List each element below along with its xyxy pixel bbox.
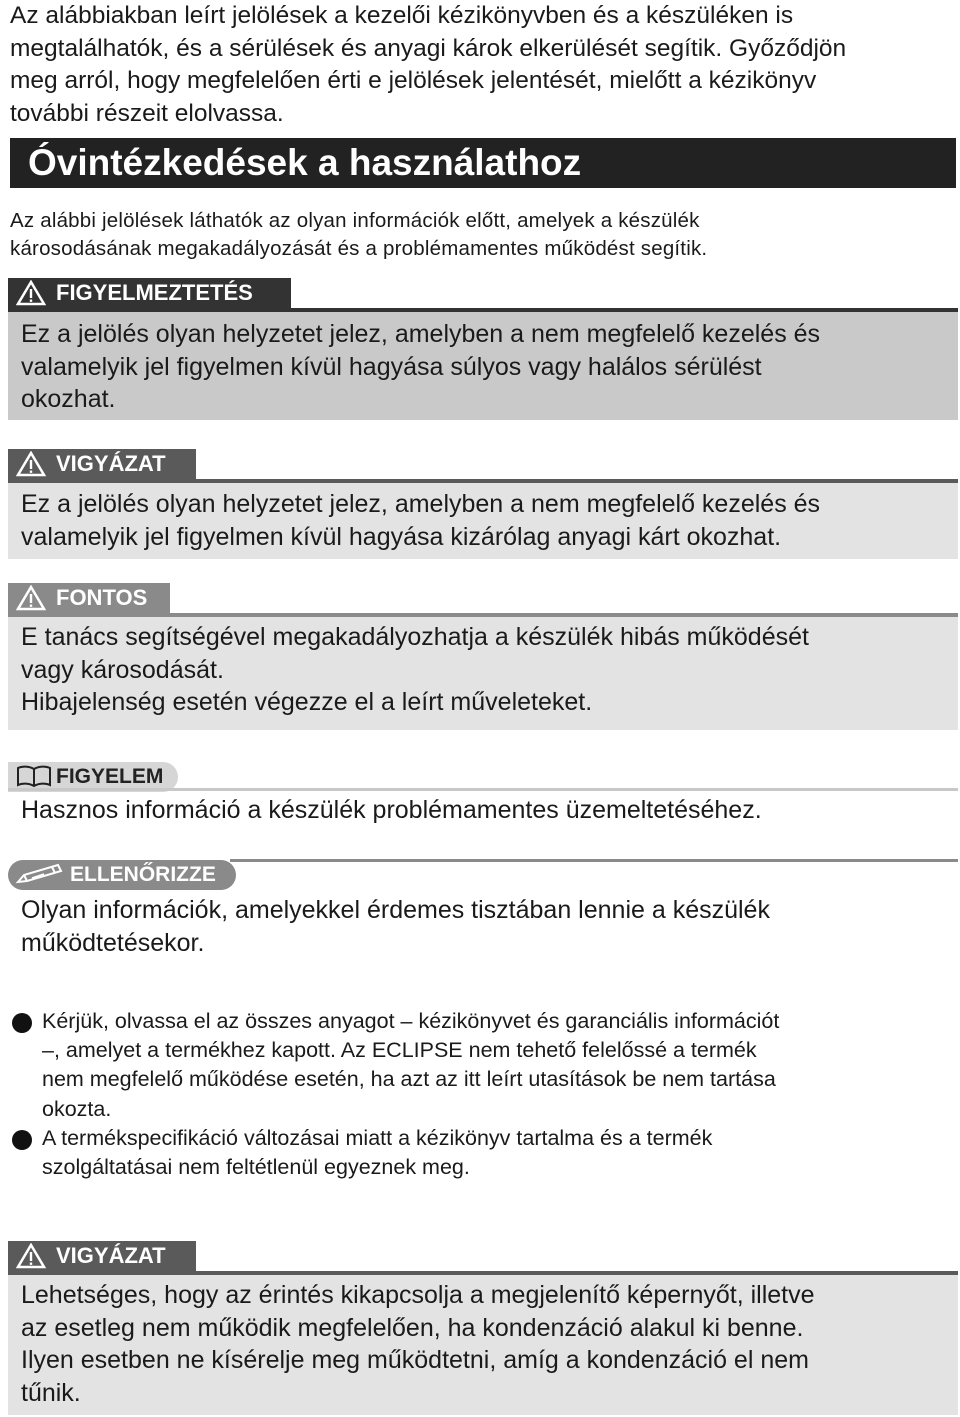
warning-text-line: okozhat. <box>21 385 116 413</box>
caution-text-line: Ez a jelölés olyan helyzetet jelez, amelyben a nem megfelelő kezelés és <box>21 490 821 518</box>
open-book-icon <box>16 764 52 790</box>
bullet-dot <box>12 1013 32 1033</box>
warning-text-box <box>8 312 958 420</box>
caution-label-tag-final <box>8 1241 196 1271</box>
caution-text-box <box>8 483 958 559</box>
bullet-text-line: Kérjük, olvassa el az összes anyagot – kézikönyvet és garanciális információt <box>42 1009 780 1033</box>
important-text-line: Hibajelenség esetén végezze el a leírt műveleteket. <box>21 688 593 716</box>
caution-text-line: Ilyen esetben ne kísérelje meg működtetni, amíg a kondenzáció el nem <box>21 1346 809 1374</box>
note-text-line: Hasznos információ a készülék problémamentes üzemeltetéséhez. <box>21 796 762 824</box>
bullet-text-line: szolgáltatásai nem feltétlenül egyeznek meg. <box>42 1155 470 1180</box>
warning-triangle-icon <box>16 1243 46 1269</box>
warning-triangle-icon <box>16 585 46 611</box>
bullet-text-line: –, amelyet a termékhez kapott. Az ECLIPSE nem tehető felelőssé a termék <box>42 1038 757 1063</box>
caution-label-text-final: VIGYÁZAT <box>56 1243 166 1268</box>
section-description <box>10 207 955 263</box>
bullet-text-line: okozta. <box>42 1096 112 1121</box>
caution-text-line: az esetleg nem működik megfelelően, ha kondenzáció alakul ki benne. <box>21 1313 804 1342</box>
check-label-text: ELLENŐRIZZE <box>70 863 216 886</box>
important-text-box <box>8 617 958 730</box>
section-description-line: Az alábbi jelölések láthatók az olyan információk előtt, amelyek a készülék <box>10 209 700 232</box>
intro-line: további részeit elolvassa. <box>10 99 284 127</box>
intro-line: megtalálhatók, és a sérülések és anyagi károk elkerülését segítik. Győződjön <box>10 34 847 62</box>
intro-line: Az alábbiakban leírt jelölések a kezelői kézikönyvben és a készüléken is <box>10 2 794 29</box>
bullet-item <box>12 1007 942 1124</box>
caution-label-tag <box>8 449 196 479</box>
intro-paragraph <box>10 0 955 130</box>
bullet-dot <box>12 1130 32 1150</box>
warning-label-tag <box>8 278 291 308</box>
note-divider <box>8 788 958 791</box>
pencil-icon <box>14 862 64 888</box>
important-label-text: FONTOS <box>56 585 148 610</box>
bullet-text-line: A termékspecifikáció változásai miatt a kézikönyv tartalma és a termék <box>42 1126 713 1150</box>
note-label-text: FIGYELEM <box>56 765 164 788</box>
check-text-line: Olyan információk, amelyekkel érdemes tisztában lennie a készülék <box>21 896 770 924</box>
section-title: Óvintézkedések a használathoz <box>10 138 956 188</box>
check-text-box <box>8 894 958 964</box>
warning-text-line: Ez a jelölés olyan helyzetet jelez, amelyben a nem megfelelő kezelés és <box>21 320 821 348</box>
warning-label-text: FIGYELMEZTETÉS <box>56 280 253 305</box>
caution-text-line: valamelyik jel figyelmen kívül hagyása kizárólag anyagi kárt okozhat. <box>21 522 782 551</box>
caution-text-line: Lehetséges, hogy az érintés kikapcsolja a megjelenítő képernyőt, illetve <box>21 1281 815 1309</box>
warning-text-line: valamelyik jel figyelmen kívül hagyása súlyos vagy halálos sérülést <box>21 352 762 381</box>
intro-line: meg arról, hogy megfelelően érti e jelölések jelentését, mielőtt a kézikönyv <box>10 67 817 94</box>
caution-text-box-final <box>8 1275 958 1415</box>
bullet-text-line: nem megfelelő működése esetén, ha azt az itt leírt utasítások be nem tartása <box>42 1067 776 1092</box>
bullet-item <box>12 1124 942 1182</box>
section-description-line: károsodásának megakadályozását és a problémamentes működést segítik. <box>10 237 708 260</box>
important-label-tag <box>8 583 170 613</box>
note-text-box <box>8 794 958 834</box>
check-text-line: működtetésekor. <box>21 928 205 957</box>
warning-triangle-icon <box>16 280 46 306</box>
check-label-tag <box>8 860 236 890</box>
caution-label-text: VIGYÁZAT <box>56 451 166 476</box>
warning-triangle-icon <box>16 451 46 477</box>
check-divider <box>230 859 958 862</box>
important-text-line: vagy károsodását. <box>21 655 224 684</box>
caution-text-line: tűnik. <box>21 1378 81 1407</box>
important-text-line: E tanács segítségével megakadályozhatja a készülék hibás működését <box>21 623 809 651</box>
